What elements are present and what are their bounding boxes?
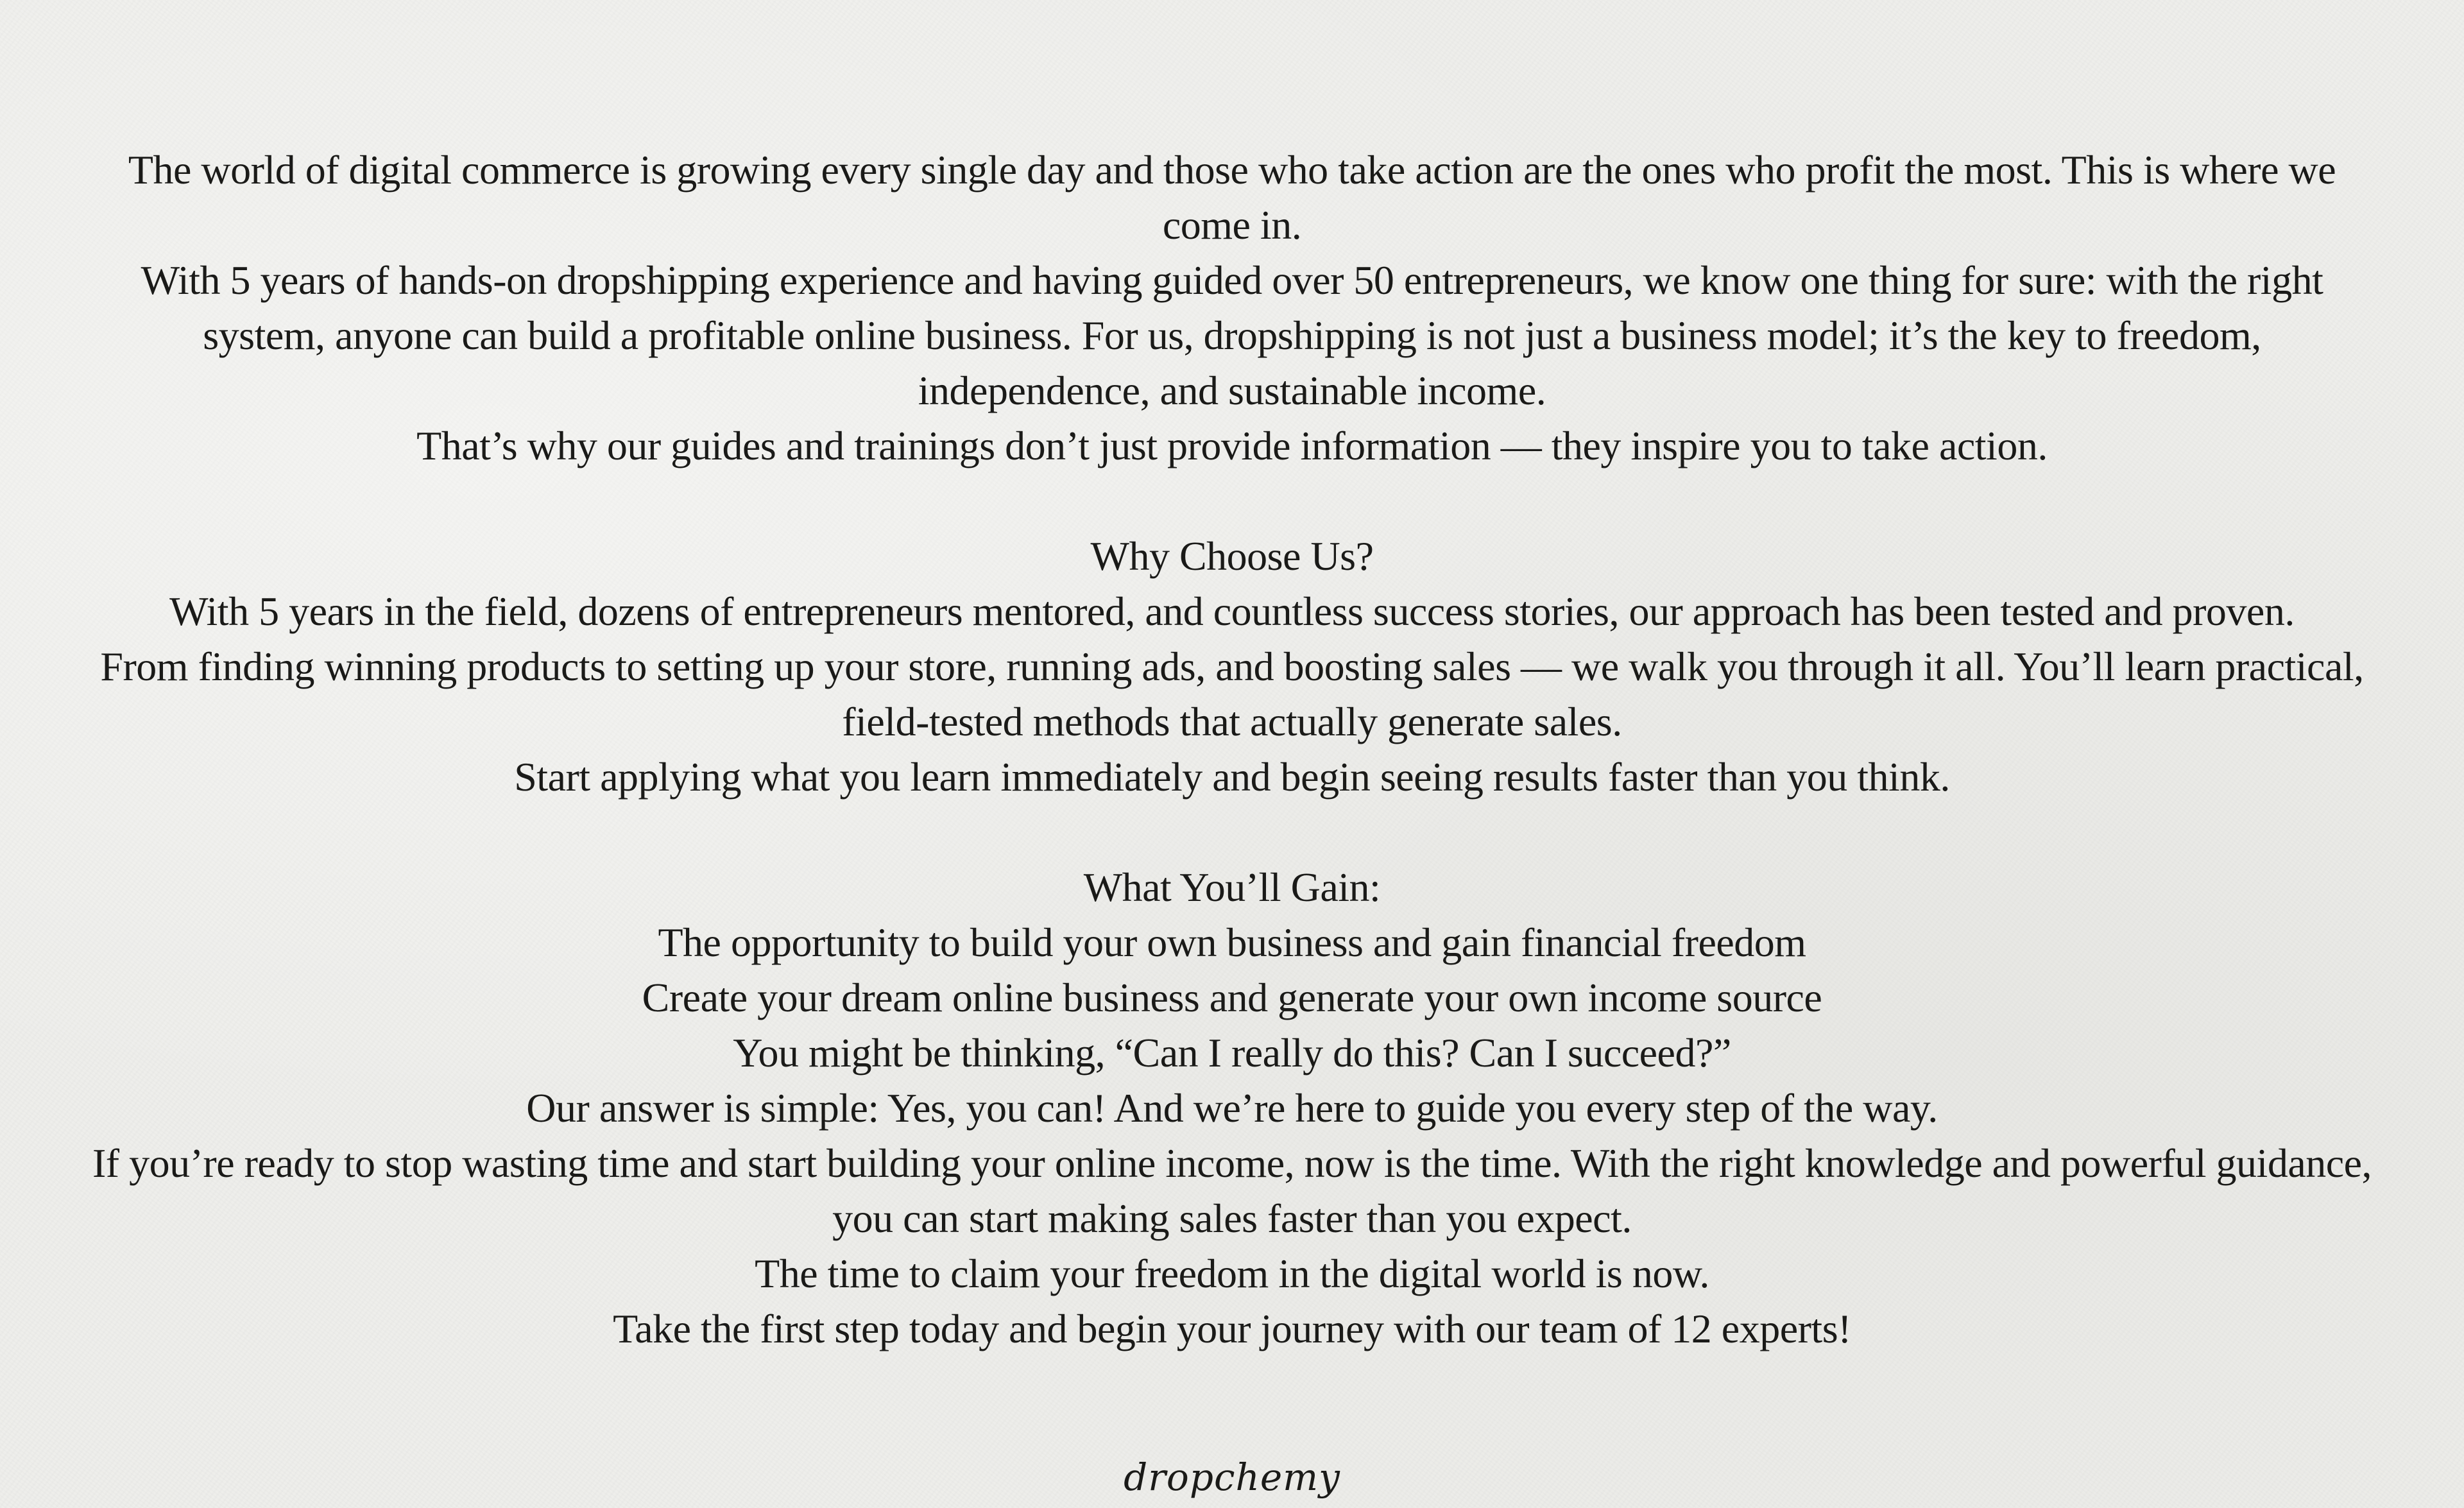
- intro-line: That’s why our guides and trainings don’t just provide information — they inspire you to take action.: [416, 423, 2048, 468]
- why-heading: Why Choose Us?: [1090, 533, 1374, 579]
- intro-line: independence, and sustainable income.: [918, 368, 1546, 413]
- brand-signature: dropchemy: [1124, 1455, 1340, 1499]
- gain-line: If you’re ready to stop wasting time and start building your online income, now is the time. With the right knowledge and powerful guidance,: [92, 1140, 2372, 1186]
- intro-line: system, anyone can build a profitable online business. For us, dropshipping is not just a business model; it’s the key to freedom,: [203, 313, 2261, 358]
- why-line: Start applying what you learn immediately and begin seeing results faster than you think.: [514, 754, 1950, 800]
- why-section: [0, 529, 2464, 805]
- section-spacer: [0, 805, 2464, 860]
- gain-line: The opportunity to build your own business and gain financial freedom: [658, 920, 1806, 965]
- gain-heading: What You’ll Gain:: [1083, 864, 1381, 910]
- gain-line: The time to claim your freedom in the digital world is now.: [755, 1251, 1709, 1296]
- why-line: field-tested methods that actually generate sales.: [842, 699, 1622, 744]
- gain-line: You might be thinking, “Can I really do this? Can I succeed?”: [733, 1030, 1731, 1075]
- why-line: From finding winning products to setting up your store, running ads, and boosting sales — we walk you through it all. You’ll learn practical,: [100, 644, 2364, 689]
- gain-line: Create your dream online business and generate your own income source: [642, 975, 1822, 1020]
- intro-paragraph: [0, 142, 2464, 474]
- why-line: With 5 years in the field, dozens of entrepreneurs mentored, and countless success stories, our approach has been tested and proven.: [169, 588, 2295, 634]
- gain-line: Our answer is simple: Yes, you can! And we’re here to guide you every step of the way.: [526, 1085, 1938, 1131]
- intro-line: come in.: [1162, 202, 1302, 248]
- gain-line: Take the first step today and begin your journey with our team of 12 experts!: [613, 1306, 1851, 1351]
- document-body: [0, 142, 2464, 1357]
- gain-section: [0, 860, 2464, 1357]
- gain-line: you can start making sales faster than you expect.: [832, 1195, 1632, 1241]
- section-spacer: [0, 474, 2464, 529]
- intro-line: The world of digital commerce is growing every single day and those who take action are the ones who profit the most. This is where we: [128, 147, 2336, 193]
- intro-line: With 5 years of hands-on dropshipping experience and having guided over 50 entrepreneurs, we know one thing for sure: with the right: [141, 257, 2323, 303]
